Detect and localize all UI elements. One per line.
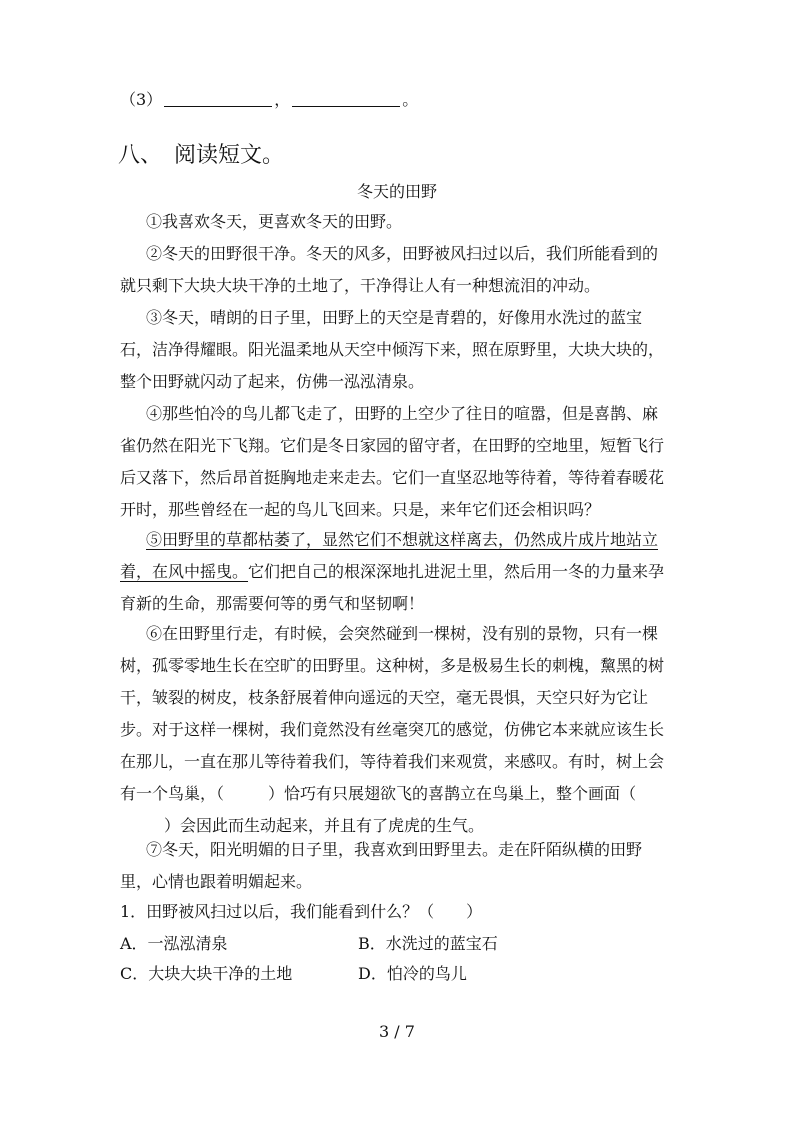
article-paragraph-5 — [120, 524, 668, 620]
underlined-sentence: ⑤田野里的草都枯萎了，显然它们不想就这样离去，仍然成片成片地站立着，在风中摇曳。 — [120, 530, 659, 581]
article-paragraph-4: ④那些怕冷的鸟儿都飞走了，田野的上空少了往日的喧嚣，但是喜鹊、麻雀仍然在阳光下飞翔。它们是冬日家园的留守者，在田野的空地里，短暂飞行后又落下，然后昂首挺胸地走来走去。它们一直坚忍地等待着，等待着春暖花开时，那些曾经在一起的鸟儿飞回来。只是，来年它们还会相识吗？ — [120, 404, 665, 519]
paragraph-6-part-b: 恰巧有只展翅欲飞的喜鹊立在鸟巢上，整个画面 — [284, 784, 621, 803]
blank-paren-1[interactable]: （ ） — [216, 784, 285, 803]
paragraph-6-part-a: ⑥在田野里行走，有时候，会突然碰到一棵树，没有别的景物，只有一棵树，孤零零地生长在空旷的田野里。这种树，多是极易生长的刺槐，黧黑的树干，皱裂的树皮，枝条舒展着伸向遥远的天空，毫无畏惧，天空只好为它让步。对于这样一棵树，我们竟然没有丝毫突兀的感觉，仿佛它本来就应该生长在那儿，一直在那儿等待着我们，等待着我们来观赏，来感叹。有时，树上会有一个鸟巢， — [120, 624, 665, 803]
fill-blank-label: （3） — [120, 90, 163, 109]
option-c[interactable]: C．大块大块干净的土地 — [120, 964, 293, 983]
question-1: 1．田野被风扫过以后，我们能看到什么？（ ） — [120, 902, 483, 921]
article-paragraph-6 — [120, 618, 668, 842]
section-number: 八、 — [118, 143, 163, 168]
article-paragraph-7: ⑦冬天，阳光明媚的日子里，我喜欢到田野里去。走在阡陌纵横的田野里，心情也跟着明媚起来。 — [120, 840, 643, 891]
article-paragraph-3: ③冬天，晴朗的日子里，田野上的天空是青碧的，好像用水洗过的蓝宝石，洁净得耀眼。阳光温柔地从天空中倾泻下来，照在原野里，大块大块的，整个田野就闪动了起来，仿佛一泓泓清泉。 — [120, 308, 665, 391]
article-paragraph-2: ②冬天的田野很干净。冬天的风多，田野被风扫过以后，我们所能看到的就只剩下大块大块干净的土地了，干净得让人有一种想流泪的冲动。 — [120, 244, 659, 295]
option-d[interactable]: D．怕冷的鸟儿 — [358, 964, 467, 983]
section-title: 阅读短文。 — [174, 143, 285, 168]
option-b[interactable]: B．水洗过的蓝宝石 — [358, 934, 498, 953]
article-title: 冬天的田野 — [356, 182, 437, 201]
answer-blank-1[interactable] — [164, 92, 272, 107]
fill-blank-line-3 — [120, 90, 418, 110]
blank-paren-2[interactable]: （） — [164, 784, 637, 835]
paragraph-5-rest: 它们把自己的根深深地扎进泥土里，然后用一冬的力量来孕育新的生命，那需要何等的勇气和坚韧啊！ — [120, 562, 665, 613]
paragraph-6-part-c: 会因此而生动起来，并且有了虎虎的生气。 — [180, 816, 485, 835]
answer-blank-2[interactable] — [292, 92, 400, 107]
blank-period: 。 — [402, 90, 419, 109]
option-a[interactable]: A．一泓泓清泉 — [120, 934, 228, 953]
blank-comma: ， — [274, 90, 291, 109]
section-heading — [118, 142, 284, 170]
article-paragraph-1: ①我喜欢冬天，更喜欢冬天的田野。 — [146, 212, 403, 231]
page-number: 3 / 7 — [379, 1022, 415, 1041]
